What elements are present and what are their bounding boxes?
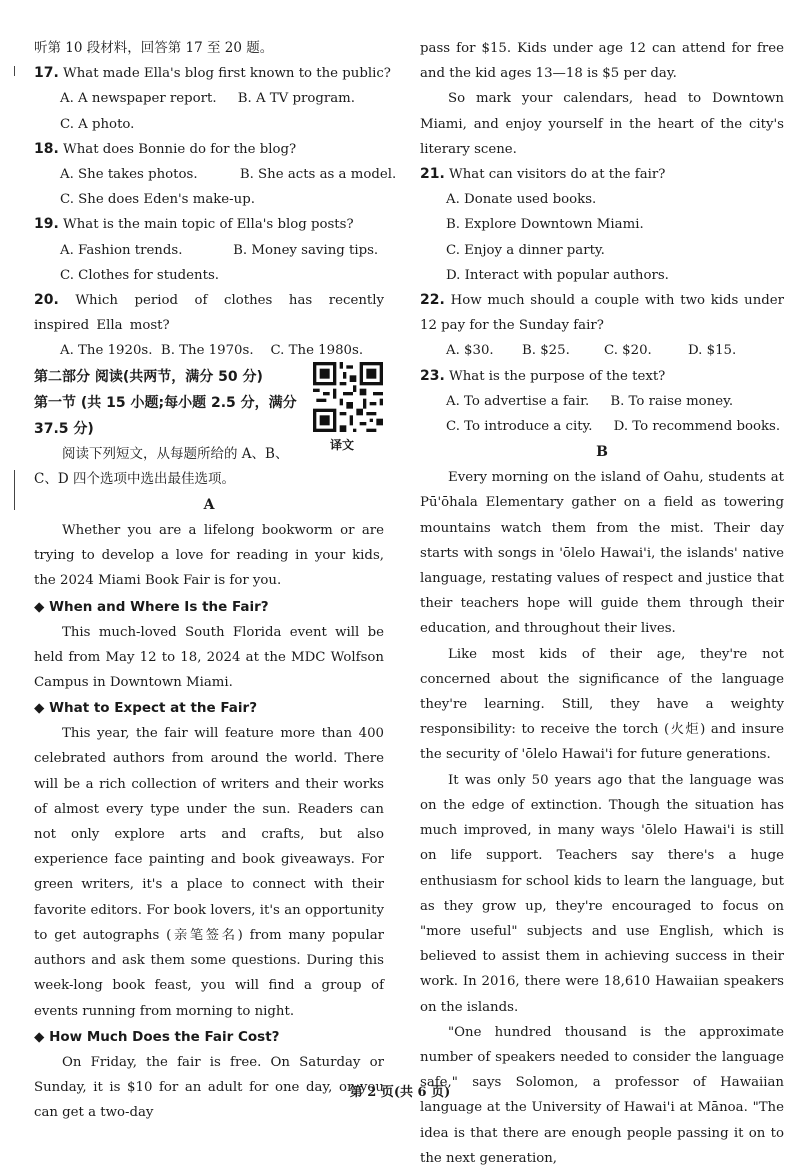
part2-heading: 第二部分 阅读(共两节，满分 50 分) — [34, 368, 263, 385]
q19-number: 19. — [34, 216, 59, 233]
q18-option-c: C. She does Eden's make-up. — [60, 192, 255, 208]
passage-a-expect: This year, the fair will feature more than 400 celebrated authors from around the world. There will be a rich collection of writers and their works of almost every type under the sun. Readers can not only explore arts and crafts, but also experience face painting and book giveaways. For green writers, it's a place to connect with their favorite editors. For book lovers, it's an opportunity to get autographs (亲笔签名) from many popular authors and ask them some questions. During this week-long book feast, you will find a group of events running from morning to night. — [34, 726, 384, 1019]
q23-options-cd: C. To introduce a city. D. To recommend books. — [446, 419, 781, 435]
passage-a-intro: Whether you are a lifelong bookworm or are trying to develop a love for reading in your kids, the 2024 Miami Book Fair is for you. — [34, 523, 384, 589]
question-20 — [34, 288, 384, 338]
qr-code-image[interactable] — [313, 362, 383, 432]
q17-option-c: C. A photo. — [60, 116, 135, 132]
qr-translation-label: 译文 — [330, 438, 355, 452]
q19-options-ab: A. Fashion trends. B. Money saving tips. — [60, 242, 379, 258]
passage-a-label: A — [203, 497, 215, 514]
passage-b-para4: "One hundred thousand is the approximate number of speakers needed to consider the language safe," says Solomon, a professor of Hawaiian language at the University of Hawai'i at Mānoa. "The idea is that there are enough people passing it on to the next generation, — [420, 1024, 784, 1166]
q18-options-ab: A. She takes photos. B. She acts as a model. — [60, 167, 397, 183]
margin-mark-mid — [14, 470, 15, 510]
q23-number: 23. — [420, 367, 445, 384]
q20-text: Which period of clothes has recently inspired Ella most? — [34, 293, 384, 334]
passage-b-para3: It was only 50 years ago that the language was on the edge of extinction. Though the situation has much improved, in many ways 'ōlelo Hawai'i is still on life support. Teachers say there's a huge enthusiasm for school kids to learn the language, but as they grow up, they're encouraged to focus on "more useful" subjects and use English, which is believed to assist them in achieving success in their work. In 2016, there were 18,610 Hawaiian speakers on the islands. — [420, 772, 784, 1015]
instructions-line1: 阅读下列短文，从每题所给的 A、B、 — [62, 445, 289, 462]
q20-options: A. The 1920s. B. The 1970s. C. The 1980s. — [60, 343, 364, 359]
q21-option-c: C. Enjoy a dinner party. — [446, 242, 605, 258]
q22-option-c: C. $20. — [604, 343, 652, 359]
margin-mark-top — [14, 66, 15, 76]
q22-option-b: B. $25. — [522, 343, 570, 359]
q23-options-ab: A. To advertise a fair. B. To raise money. — [446, 393, 734, 409]
q18-text: What does Bonnie do for the blog? — [63, 141, 297, 157]
q18-number: 18. — [34, 140, 59, 157]
q22-text: How much should a couple with two kids under 12 pay for the Sunday fair? — [420, 293, 785, 334]
page-footer: 第 2 页(共 6 页) — [349, 1085, 451, 1100]
question-23 — [420, 364, 784, 389]
q22-options — [420, 338, 784, 363]
q21-number: 21. — [420, 166, 445, 183]
q19-option-c: C. Clothes for students. — [60, 267, 219, 283]
q21-option-b: B. Explore Downtown Miami. — [446, 217, 644, 233]
section1-score: 37.5 分) — [34, 420, 94, 437]
question-21 — [420, 162, 784, 187]
q17-number: 17. — [34, 65, 59, 82]
q22-option-d: D. $15. — [688, 343, 737, 359]
q22-number: 22. — [420, 292, 445, 309]
question-22 — [420, 288, 784, 338]
passage-b-para2: Like most kids of their age, they're not concerned about the significance of the language they're learning. Still, they have a weighty responsibility: to receive the torch (火炬) and insure the security of 'ōlelo Hawai'i for future generations. — [420, 646, 784, 763]
passage-b-para1: Every morning on the island of Oahu, students at Pū'ōhala Elementary gather on a field as towering mountains watch them from the mist. Their day starts with songs in 'ōlelo Hawai'i, the islands' native language, restating values of respect and justice that their teachers hope will guide them through their education, and throughout their lives. — [420, 470, 784, 637]
question-19 — [34, 212, 384, 237]
q21-text: What can visitors do at the fair? — [449, 167, 666, 183]
q19-text: What is the main topic of Ella's blog posts? — [63, 217, 354, 233]
q17-text: What made Ella's blog first known to the public? — [63, 66, 391, 82]
instructions-line2: C、D 四个选项中选出最佳选项。 — [34, 470, 235, 487]
q22-option-a: A. $30. — [446, 343, 494, 359]
section1-heading: 第一节 (共 15 小题;每小题 2.5 分，满分 — [34, 394, 297, 411]
heading-cost: ◆ How Much Does the Fair Cost? — [34, 1028, 280, 1045]
question-17 — [34, 61, 391, 86]
q23-text: What is the purpose of the text? — [449, 368, 666, 384]
q17-options-ab: A. A newspaper report. B. A TV program. — [60, 91, 355, 107]
q20-number: 20. — [34, 292, 59, 309]
heading-what-to-expect: ◆ What to Expect at the Fair? — [34, 700, 258, 717]
listening-intro: 听第 10 段材料，回答第 17 至 20 题。 — [34, 40, 274, 56]
q21-option-a: A. Donate used books. — [446, 192, 597, 208]
passage-a-cost-continued: pass for $15. Kids under age 12 can attend for free and the kid ages 13—18 is $5 per day. — [420, 41, 784, 82]
question-18 — [34, 137, 384, 162]
heading-when-where: ◆ When and Where Is the Fair? — [34, 598, 269, 615]
left-column — [34, 36, 397, 1125]
passage-a-when: This much-loved South Florida event will be held from May 12 to 18, 2024 at the MDC Wolfson Campus in Downtown Miami. — [34, 624, 384, 691]
passage-a-cost: On Friday, the fair is free. On Saturday or Sunday, it is $10 for an adult for one day, or you can get a two-day — [34, 1054, 384, 1121]
passage-a-closing: So mark your calendars, head to Downtown Miami, and enjoy yourself in the heart of the city's literary scene. — [420, 91, 784, 157]
q21-option-d: D. Interact with popular authors. — [446, 267, 669, 283]
passage-b-label: B — [596, 444, 608, 461]
right-column — [420, 36, 784, 1171]
